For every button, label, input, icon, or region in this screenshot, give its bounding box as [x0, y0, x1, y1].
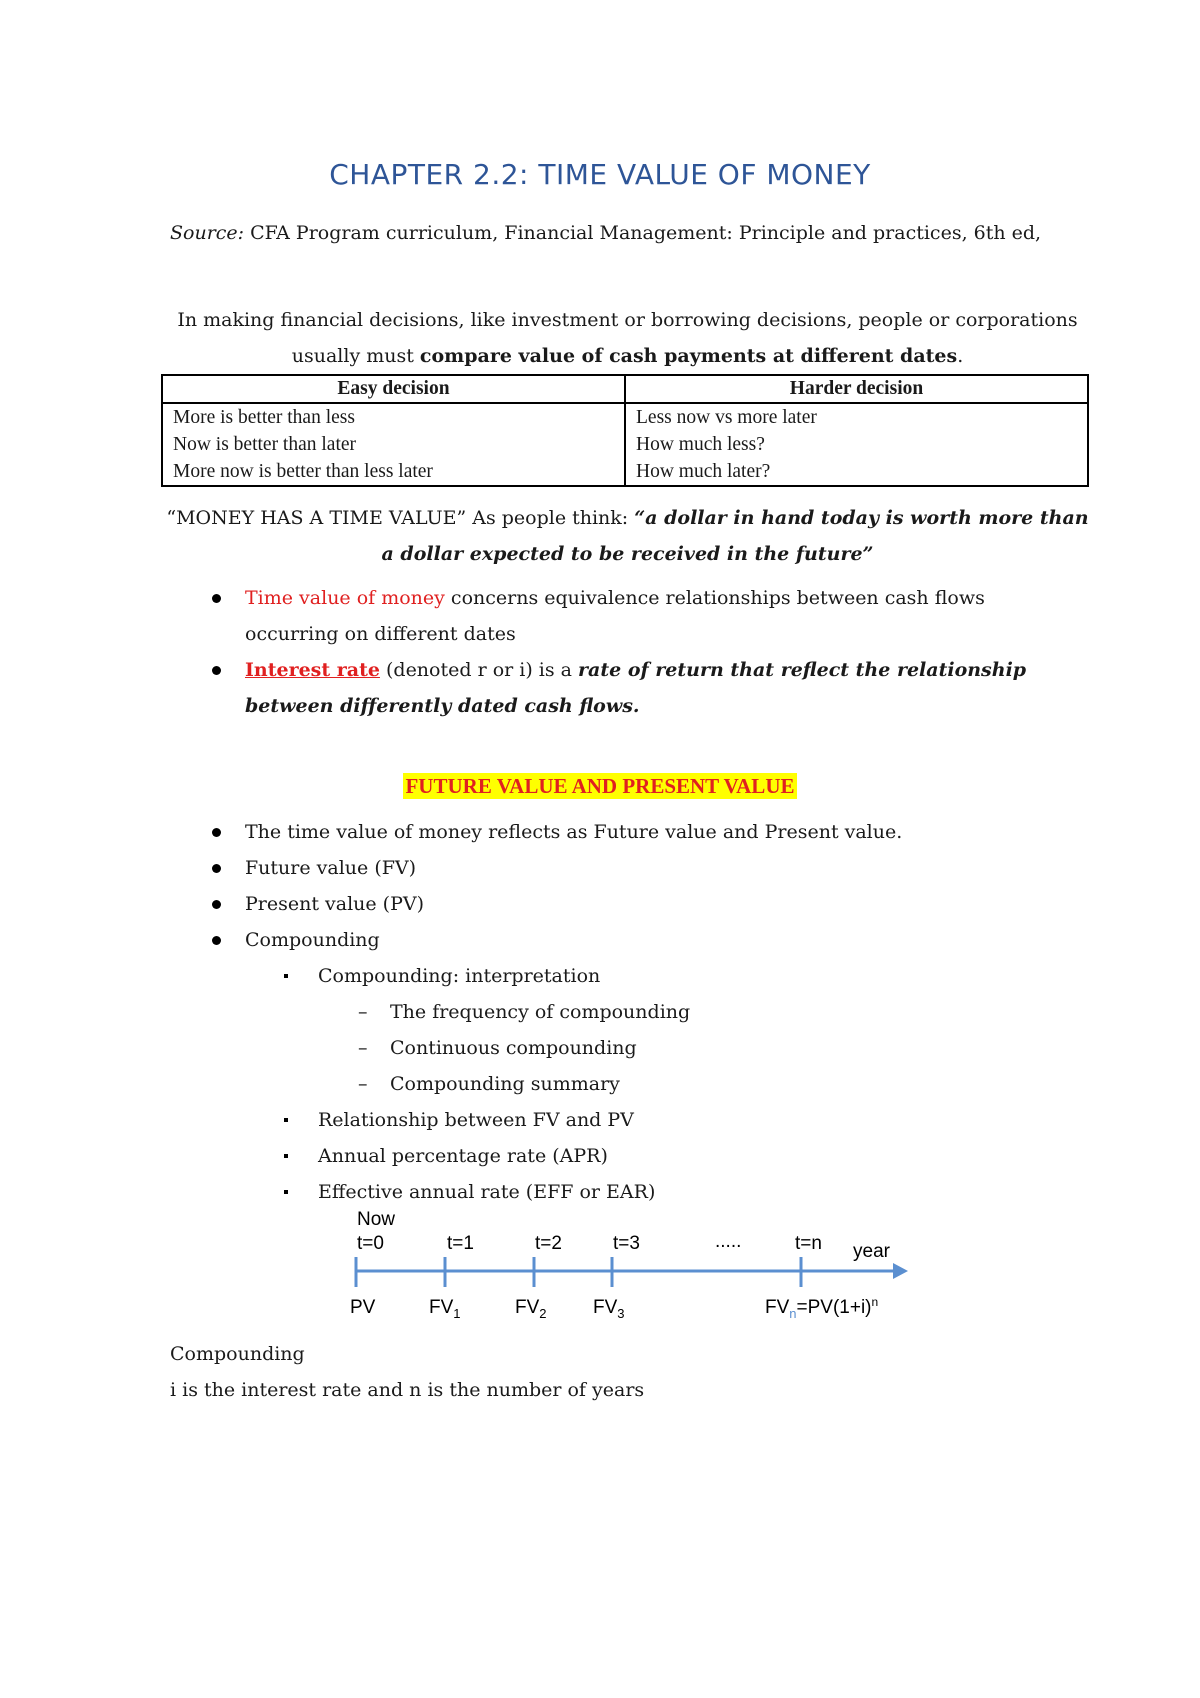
page-title: CHAPTER 2.2: TIME VALUE OF MONEY — [329, 158, 871, 191]
bullet-icon — [212, 666, 221, 675]
square-bullet-icon — [284, 1190, 288, 1194]
timeline-fv-label: $FV_1$ — [429, 1297, 461, 1321]
bullet-icon — [212, 828, 221, 837]
outline-list — [200, 814, 1080, 1210]
timeline-tick-label: t=0 — [357, 1233, 384, 1254]
bullet-icon — [212, 936, 221, 945]
dash-bullet: – — [358, 1037, 368, 1059]
list-item-text: Compounding summary — [390, 1073, 620, 1095]
table-cell: How much less? — [625, 431, 1088, 458]
definition-list — [200, 580, 1080, 724]
timeline-now-label: Now — [357, 1209, 396, 1230]
list-item-text: Continuous compounding — [390, 1037, 637, 1059]
source-label: Source: — [170, 222, 245, 244]
table-header-row — [162, 375, 1088, 403]
list-item-text: Present value (PV) — [245, 893, 425, 915]
decision-table — [161, 374, 1089, 487]
list-item — [200, 814, 1080, 850]
list-item — [200, 922, 1080, 958]
timeline-fv-label: $FV_3$ — [593, 1297, 625, 1321]
source-text: CFA Program curriculum, Financial Management: Principle and practices, 6th ed, — [244, 222, 1042, 244]
timeline-fv-label: $FV_2$ — [515, 1297, 547, 1321]
list-item — [200, 850, 1080, 886]
sub-list-item — [200, 958, 1080, 994]
footer-compounding-label: Compounding — [170, 1343, 305, 1365]
bullet-icon — [212, 594, 221, 603]
list-item-text: Compounding — [245, 929, 380, 951]
money-time-value-quote — [165, 500, 1090, 572]
term-interest-rate: Interest rate — [245, 659, 380, 681]
intro-text: In making financial decisions, like investment or borrowing decisions, people or corporations usually must — [177, 309, 1078, 367]
list-item-text: Future value (FV) — [245, 857, 417, 879]
square-bullet-icon — [284, 1154, 288, 1158]
list-item — [200, 886, 1080, 922]
quote-prefix: “MONEY HAS A TIME VALUE” As people think: — [166, 507, 635, 529]
intro-paragraph — [165, 302, 1090, 374]
source-citation — [170, 222, 1041, 244]
table-cell: How much later? — [625, 458, 1088, 486]
table-cell: Now is better than later — [162, 431, 625, 458]
list-item — [200, 580, 1080, 652]
timeline-fvn-formula: $FV_n=PV(1+i)^n$ — [765, 1295, 879, 1321]
list-item-text: The frequency of compounding — [390, 1001, 691, 1023]
intro-period: . — [957, 345, 964, 367]
list-item-text: Effective annual rate (EFF or EAR) — [318, 1181, 656, 1203]
timeline-arrow-icon — [893, 1263, 908, 1279]
timeline-tick-label: t=n — [795, 1233, 822, 1254]
timeline-tick-label: t=3 — [613, 1233, 640, 1254]
timeline-axis-label: year — [853, 1241, 890, 1262]
intro-emphasis: compare value of cash payments at different dates — [419, 345, 958, 367]
timeline-tick-label: t=2 — [535, 1233, 562, 1254]
footer-variable-definitions: i is the interest rate and n is the number of years — [170, 1379, 645, 1401]
quote-emphasis: “a dollar in hand today is worth more than a dollar expected to be received in the future” — [381, 507, 1089, 565]
timeline-tick-label: t=1 — [447, 1233, 474, 1254]
term-time-value-of-money: Time value of money — [245, 587, 445, 609]
sub-list-item — [200, 1138, 1080, 1174]
sub-list-item — [200, 1102, 1080, 1138]
table-cell: More now is better than less later — [162, 458, 625, 486]
section-heading-text: FUTURE VALUE AND PRESENT VALUE — [405, 774, 795, 798]
list-item-text: Relationship between FV and PV — [318, 1109, 634, 1131]
bullet-icon — [212, 900, 221, 909]
table-row — [162, 431, 1088, 458]
list-item — [200, 652, 1080, 724]
list-item-text: Compounding: interpretation — [318, 965, 601, 987]
compounding-timeline — [345, 1205, 925, 1325]
table-header-harder: Harder decision — [625, 375, 1088, 403]
timeline-pv-label: PV — [350, 1297, 376, 1318]
list-item-text: Annual percentage rate (APR) — [318, 1145, 608, 1167]
sub-sub-list-item — [200, 1030, 1080, 1066]
definition-text: (denoted r or i) is a — [379, 659, 579, 681]
square-bullet-icon — [284, 1118, 288, 1122]
square-bullet-icon — [284, 974, 288, 978]
table-row — [162, 458, 1088, 486]
definition-emphasis: rate of return that reflect the relationship between differently dated cash flows. — [245, 659, 1027, 717]
footer-notes — [170, 1336, 644, 1408]
section-heading — [0, 774, 1200, 799]
sub-sub-list-item — [200, 1066, 1080, 1102]
list-item-text: The time value of money reflects as Future value and Present value. — [245, 821, 903, 843]
table-row — [162, 403, 1088, 431]
sub-sub-list-item — [200, 994, 1080, 1030]
table-cell: More is better than less — [162, 403, 625, 431]
bullet-icon — [212, 864, 221, 873]
timeline-ellipsis: ..... — [715, 1231, 742, 1252]
definition-text: concerns equivalence relationships between cash flows occurring on different dates — [245, 587, 985, 645]
dash-bullet: – — [358, 1001, 368, 1023]
table-header-easy: Easy decision — [162, 375, 625, 403]
dash-bullet: – — [358, 1073, 368, 1095]
table-cell: Less now vs more later — [625, 403, 1088, 431]
